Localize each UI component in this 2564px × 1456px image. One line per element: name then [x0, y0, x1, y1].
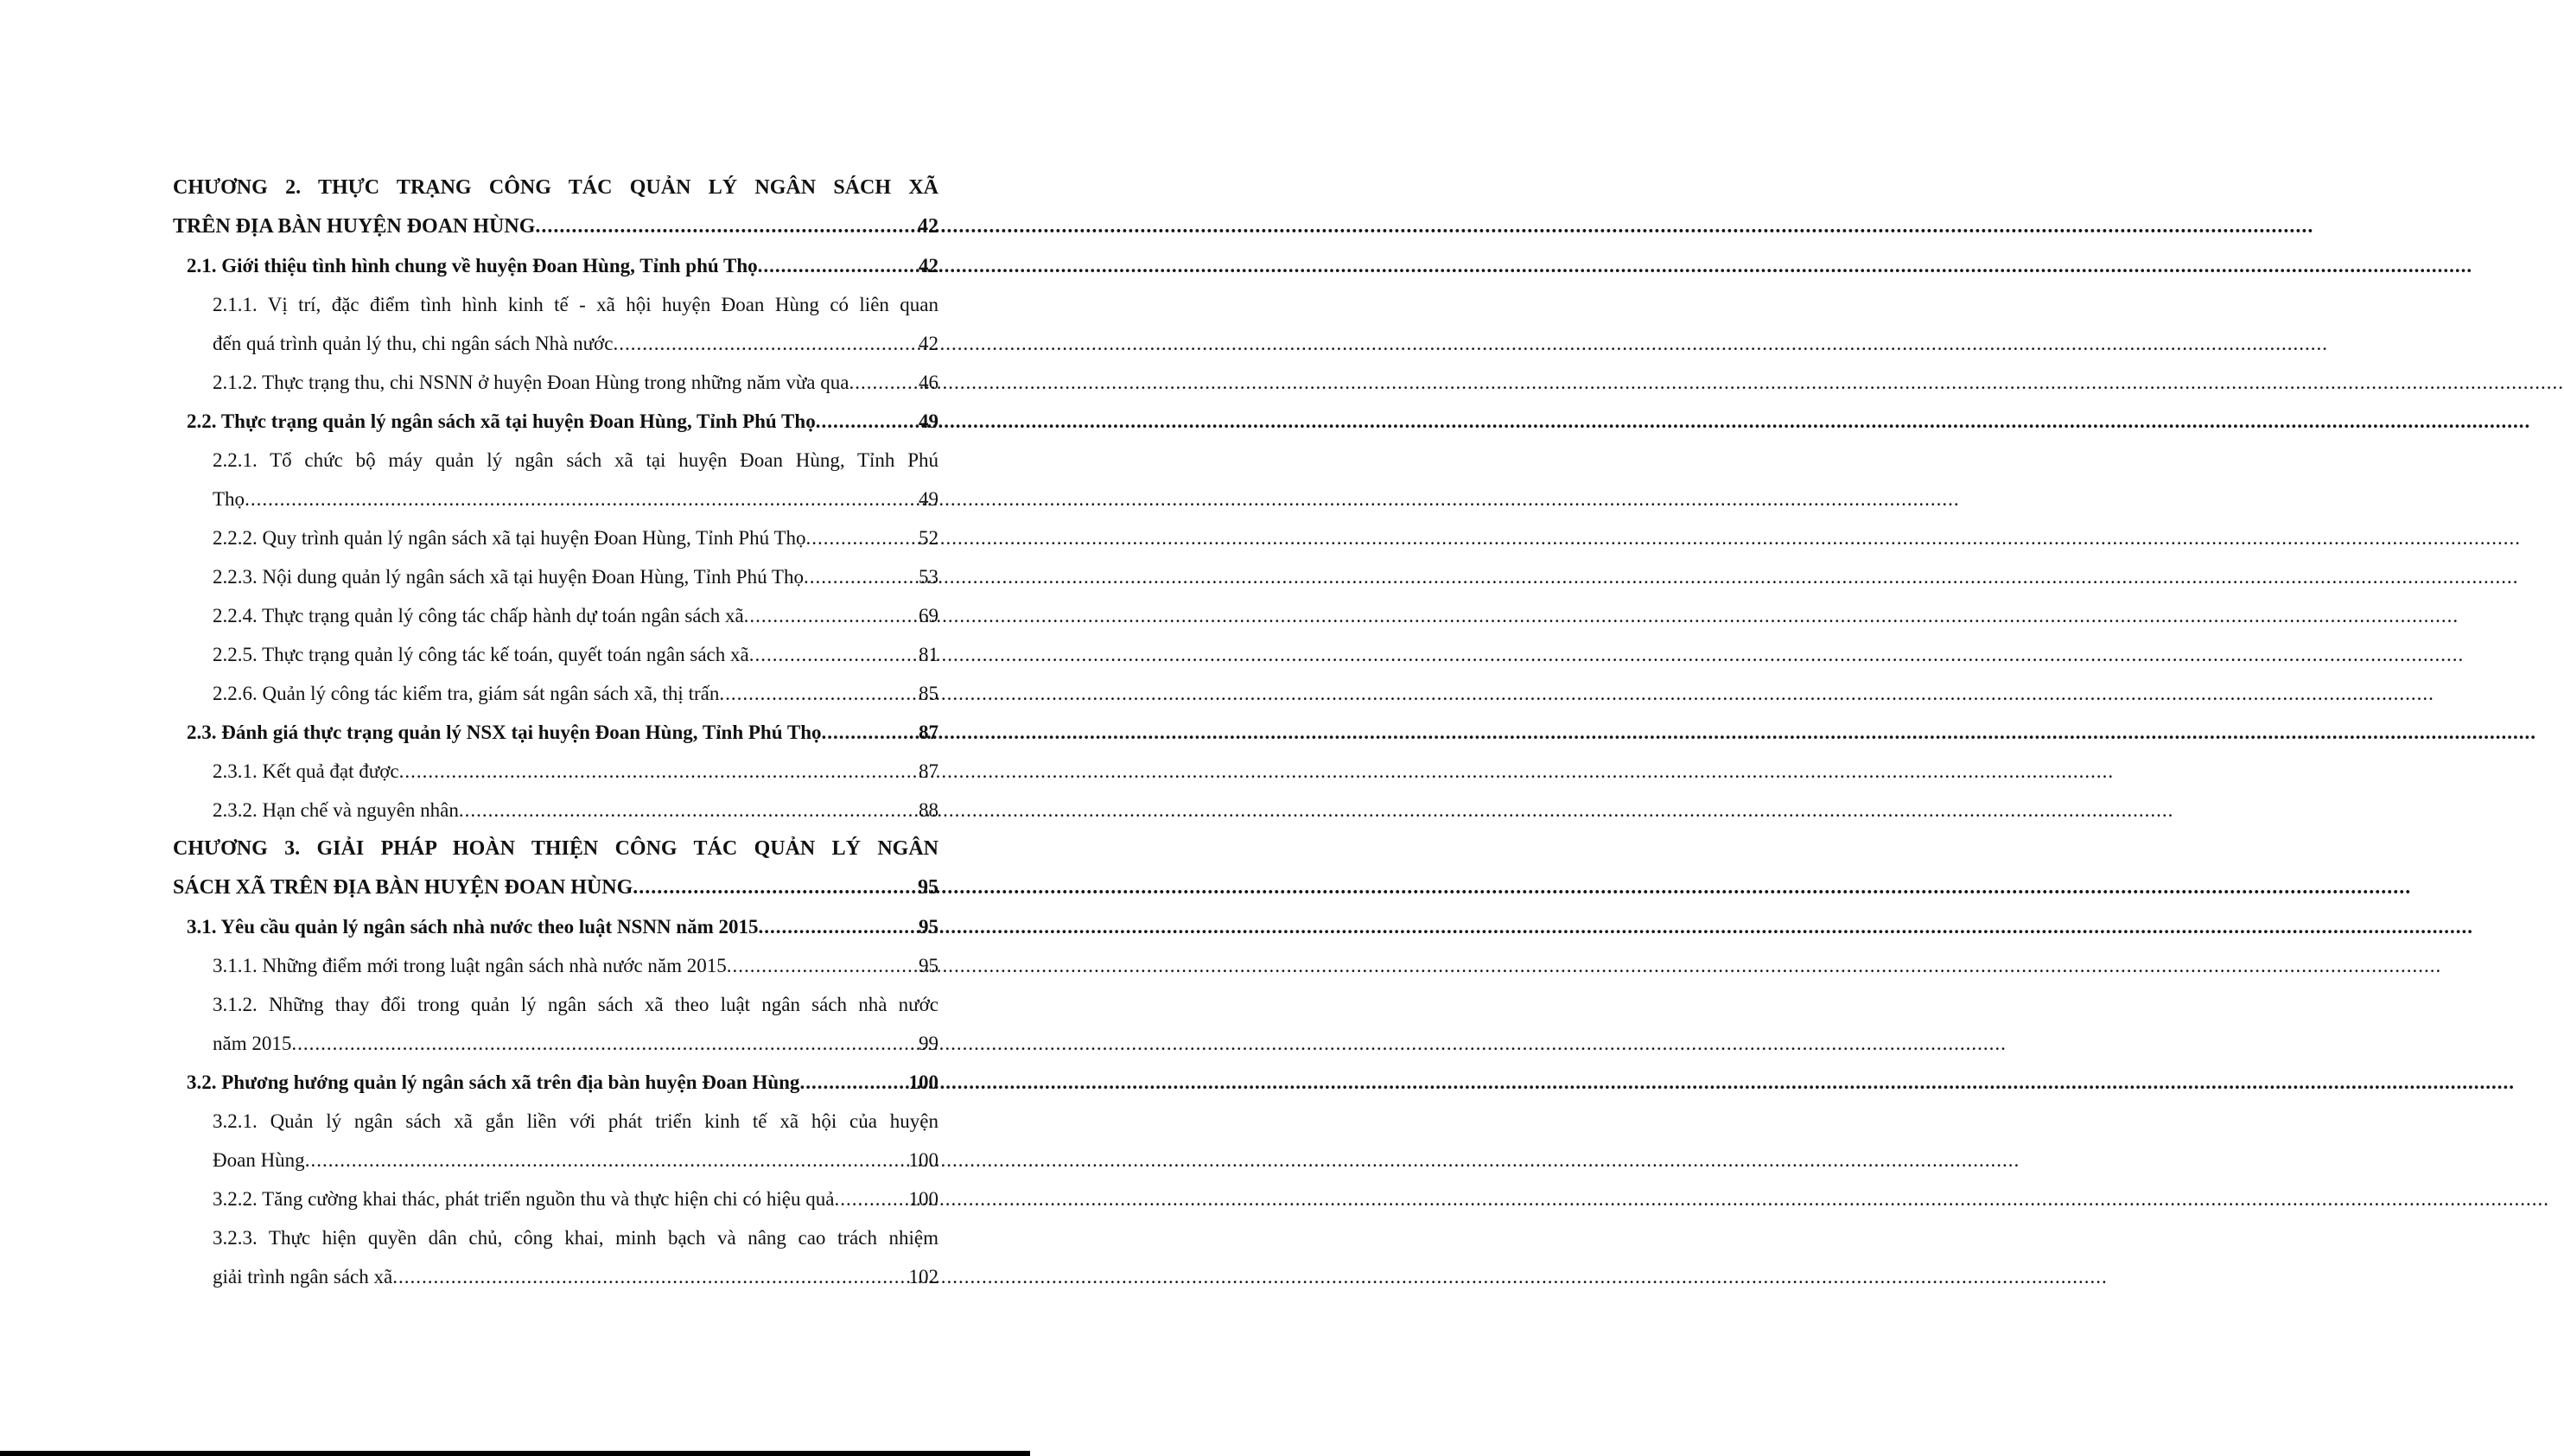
toc-entry-line [173, 1102, 938, 1141]
dot-leader [613, 324, 919, 363]
toc-entry-line [173, 985, 938, 1024]
toc-entry-text: 3.2.1. Quản lý ngân sách xã gắn liền với phát triển kinh tế xã hội của huyện [213, 1110, 938, 1132]
toc-page-number: 87 [919, 722, 938, 743]
dot-leader [633, 868, 918, 907]
toc-entry[interactable] [173, 480, 938, 518]
toc-entry-text: 2.1.1. Vị trí, đặc điểm tình hình kinh tế - xã hội huyện Đoan Hùng có liên quan [213, 294, 938, 315]
toc-page-number: 99 [919, 1033, 938, 1054]
dot-leader [804, 557, 919, 596]
toc-entry-title: Đoan Hùng [213, 1149, 305, 1171]
dot-leader [758, 246, 919, 285]
toc-page-number: 102 [908, 1266, 938, 1288]
toc-entry-line [173, 285, 938, 324]
toc-entry[interactable] [173, 363, 938, 402]
toc-entry-title: 2.2.3. Nội dung quản lý ngân sách xã tại huyện Đoan Hùng, Tỉnh Phú Thọ [213, 566, 804, 588]
toc-entry-title: 2.3.2. Hạn chế và nguyên nhân [213, 799, 459, 821]
toc-entry[interactable] [173, 402, 938, 441]
toc-entry[interactable] [173, 324, 938, 363]
toc-page-number: 49 [919, 410, 938, 432]
toc-entry[interactable] [173, 674, 938, 713]
toc-entry[interactable] [173, 246, 938, 285]
toc-entry-title: TRÊN ĐỊA BÀN HUYỆN ĐOAN HÙNG [173, 215, 536, 238]
dot-leader [799, 1063, 908, 1102]
toc-entry-title: 2.2.2. Quy trình quản lý ngân sách xã tại huyện Đoan Hùng, Tỉnh Phú Thọ [213, 527, 806, 549]
dot-leader [459, 791, 919, 830]
dot-leader [749, 635, 919, 674]
toc-entry-text: CHƯƠNG 3. GIẢI PHÁP HOÀN THIỆN CÔNG TÁC QUẢN LÝ NGÂN [173, 837, 938, 860]
toc-page-number: 46 [919, 372, 938, 393]
document-page [0, 0, 1030, 1456]
toc-entry-title: đến quá trình quản lý thu, chi ngân sách Nhà nước [213, 333, 614, 354]
toc-entry-title: 3.1. Yêu cầu quản lý ngân sách nhà nước theo luật NSNN năm 2015 [187, 916, 759, 938]
toc-entry[interactable] [173, 557, 938, 596]
toc-entry-line [173, 168, 938, 207]
toc-entry-title: 2.1. Giới thiệu tình hình chung về huyện Đoan Hùng, Tỉnh phú Thọ [187, 255, 758, 277]
toc-entry-text: 2.2.1. Tổ chức bộ máy quản lý ngân sách xã tại huyện Đoan Hùng, Tỉnh Phú [213, 449, 938, 471]
toc-entry-title: 2.1.2. Thực trạng thu, chi NSNN ở huyện Đoan Hùng trong những năm vừa qua [213, 372, 849, 393]
dot-leader [727, 946, 919, 985]
toc-entry-title: 2.3. Đánh giá thực trạng quản lý NSX tại huyện Đoan Hùng, Tỉnh Phú Thọ [187, 722, 822, 743]
toc-page-number: 100 [908, 1071, 938, 1093]
toc-page-number: 42 [919, 333, 938, 354]
toc-page-number: 52 [919, 527, 938, 549]
toc-entry[interactable] [173, 752, 938, 791]
toc-entry[interactable] [173, 868, 938, 907]
toc-entry[interactable] [173, 518, 938, 557]
dot-leader [806, 518, 919, 557]
toc-entry[interactable] [173, 635, 938, 674]
dot-leader [821, 713, 919, 752]
table-of-contents [173, 168, 938, 1296]
toc-entry[interactable] [173, 907, 938, 946]
toc-entry[interactable] [173, 1179, 938, 1218]
toc-entry-line [173, 441, 938, 480]
toc-entry-title: 2.2.4. Thực trạng quản lý công tác chấp hành dự toán ngân sách xã [213, 605, 744, 626]
toc-page-number: 69 [919, 605, 938, 626]
toc-entry-line [173, 1218, 938, 1257]
toc-page-number: 42 [919, 255, 938, 277]
toc-page-number: 85 [919, 683, 938, 704]
dot-leader [305, 1141, 909, 1179]
toc-page-number: 100 [908, 1188, 938, 1210]
toc-entry-title: 3.2.2. Tăng cường khai thác, phát triển nguồn thu và thực hiện chi có hiệu quả [213, 1188, 835, 1210]
dot-leader [392, 1257, 908, 1296]
toc-entry-title: SÁCH XÃ TRÊN ĐỊA BÀN HUYỆN ĐOAN HÙNG [173, 876, 633, 899]
dot-leader [759, 907, 919, 946]
toc-page-number: 53 [919, 566, 938, 588]
dot-leader [816, 402, 919, 441]
toc-page-number: 88 [919, 799, 938, 821]
toc-entry[interactable] [173, 1024, 938, 1063]
toc-page-number: 49 [919, 488, 938, 510]
toc-page-number: 87 [919, 760, 938, 782]
toc-entry-title: 2.2.6. Quản lý công tác kiểm tra, giám sát ngân sách xã, thị trấn [213, 683, 720, 704]
dot-leader [291, 1024, 919, 1063]
toc-entry-line [173, 830, 938, 868]
toc-page-number: 42 [918, 215, 938, 238]
toc-entry[interactable] [173, 791, 938, 830]
bottom-border [0, 1451, 1030, 1456]
dot-leader [719, 674, 919, 713]
toc-entry-title: năm 2015 [213, 1033, 292, 1054]
toc-entry-title: 3.1.1. Những điểm mới trong luật ngân sách nhà nước năm 2015 [213, 955, 727, 976]
toc-page-number: 100 [908, 1149, 938, 1171]
toc-entry-title: giải trình ngân sách xã [213, 1266, 393, 1288]
dot-leader [245, 480, 919, 518]
toc-entry-text: 3.1.2. Những thay đổi trong quản lý ngân sách xã theo luật ngân sách nhà nước [213, 994, 938, 1015]
toc-entry[interactable] [173, 1063, 938, 1102]
toc-entry-text: 3.2.3. Thực hiện quyền dân chủ, công khai, minh bạch và nâng cao trách nhiệm [213, 1227, 938, 1249]
toc-entry-title: 2.2.5. Thực trạng quản lý công tác kế toán, quyết toán ngân sách xã [213, 644, 749, 665]
toc-entry[interactable] [173, 207, 938, 246]
dot-leader [849, 363, 919, 402]
toc-page-number: 81 [919, 644, 938, 665]
toc-entry[interactable] [173, 946, 938, 985]
toc-entry-title: Thọ [213, 488, 245, 510]
toc-entry[interactable] [173, 713, 938, 752]
toc-page-number: 95 [919, 916, 938, 938]
toc-entry[interactable] [173, 596, 938, 635]
toc-entry-title: 2.2. Thực trạng quản lý ngân sách xã tại huyện Đoan Hùng, Tỉnh Phú Thọ [187, 410, 816, 432]
toc-entry[interactable] [173, 1257, 938, 1296]
toc-page-number: 95 [919, 955, 938, 976]
toc-page-number: 95 [918, 876, 938, 899]
dot-leader [744, 596, 919, 635]
toc-entry-text: CHƯƠNG 2. THỰC TRẠNG CÔNG TÁC QUẢN LÝ NGÂN SÁCH XÃ [173, 176, 938, 199]
toc-entry-title: 3.2. Phương hướng quản lý ngân sách xã trên địa bàn huyện Đoan Hùng [187, 1071, 800, 1093]
dot-leader [834, 1179, 908, 1218]
dot-leader [535, 207, 918, 246]
toc-entry-title: 2.3.1. Kết quả đạt được [213, 760, 399, 782]
toc-entry[interactable] [173, 1141, 938, 1179]
dot-leader [399, 752, 919, 791]
